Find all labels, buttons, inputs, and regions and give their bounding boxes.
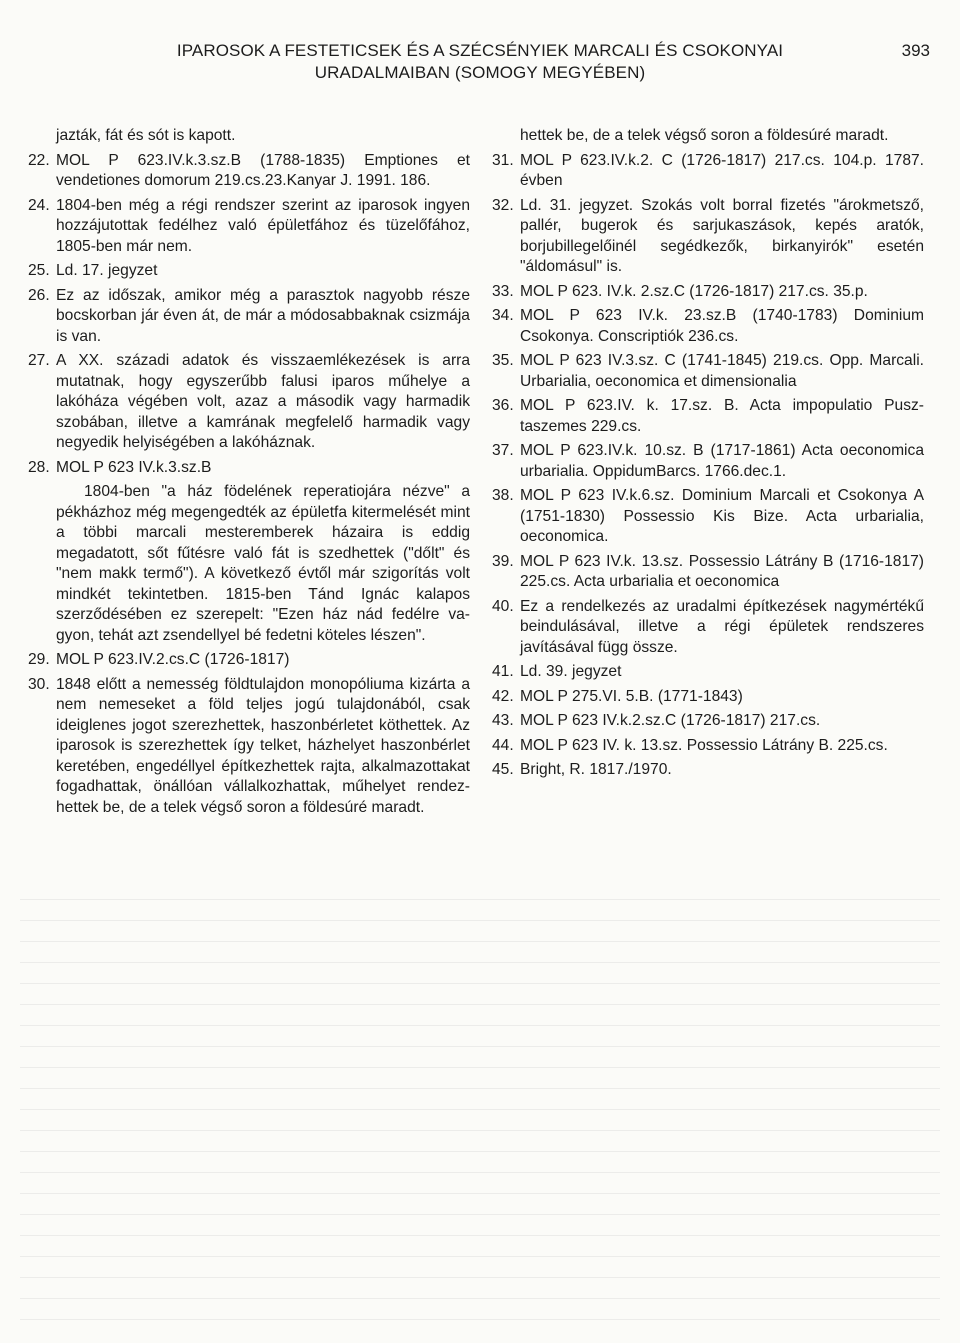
footnote-number: 31.	[492, 151, 514, 169]
running-head-line-2: URADALMAIBAN (SOMOGY MEGYÉBEN)	[314, 63, 646, 82]
running-head	[130, 40, 830, 84]
footnote-number: 28.	[28, 458, 50, 476]
footnote-text: MOL P 623.IV. k. 17.sz. B. Acta impopulatio Pusztaszemes 229.cs.	[520, 397, 924, 435]
footnote-text: Ld. 39. jegyzet	[520, 663, 622, 680]
footnote-34	[492, 306, 924, 347]
footnote-number: 27.	[28, 352, 50, 369]
footnote-42	[492, 687, 924, 708]
footnote-text: MOL P 623 IV.3.sz. C (1741-1845) 219.cs. Opp. Marcali. Urbarialia, oeconomica et dimensionalia	[520, 352, 924, 390]
footnote-number: 29.	[28, 651, 50, 668]
footnote-45	[492, 760, 924, 781]
footnote-text: MOL P 623.IV.2.cs.C (1726-1817)	[56, 651, 290, 668]
footnote-40	[492, 597, 924, 659]
left-continuation: jazták, fát és sót is kapott.	[56, 127, 236, 144]
footnote-number: 24.	[28, 196, 50, 214]
footnote-30	[28, 675, 470, 819]
footnote-number: 33.	[492, 282, 514, 300]
footnote-44	[492, 736, 924, 757]
footnote-text: Bright, R. 1817./1970.	[520, 761, 672, 778]
footnote-26	[28, 286, 470, 348]
footnote-text: A XX. századi adatok és visszaemlékezések is arra mutatnak, hogy egyszerűbb falusi iparos műhelye a lakóháza végében volt, azaz a második vagy harmadik szobában, illetve a kamrának megfelelő harmadik vagy negyedik helyiségében a lakóháznak.	[56, 352, 470, 451]
page-number: 393	[901, 41, 930, 60]
footnote-29	[28, 650, 470, 671]
footnote-number: 40.	[492, 597, 514, 615]
footnote-number: 37.	[492, 442, 514, 459]
footnote-text: MOL P 623 IV.k.3.sz.B	[56, 458, 212, 476]
footnote-text: MOL P 623.IV.k. 10.sz. B (1717-1861) Acta oeconomica urbarialia. OppidumBarcs. 1766.dec.1.	[520, 442, 924, 480]
footnote-number: 25.	[28, 262, 50, 279]
footnote-number: 39.	[492, 552, 514, 570]
footnote-36	[492, 396, 924, 437]
footnote-28	[28, 458, 470, 479]
footnote-text: MOL P 623 IV.k.2.sz.C (1726-1817) 217.cs.	[520, 712, 821, 729]
right-column	[492, 126, 924, 785]
footnote-number: 34.	[492, 307, 514, 324]
footnote-text: 1804-ben még a régi rendszer szerint az iparosok ingyen hozzájutottak fedélhez való épületfához és tüzelőfához, 1805-ben már nem.	[56, 196, 470, 255]
footnote-number: 45.	[492, 761, 514, 778]
footnote-number: 42.	[492, 687, 514, 705]
footnote-number: 35.	[492, 352, 514, 369]
footnote-text: Ez a rendelkezés az uradalmi építkezések nagymértékű beindulásával, illetve a régi épületek rendszeres javításával függ össze.	[520, 597, 924, 656]
footnote-22	[28, 151, 470, 192]
footnote-number: 44.	[492, 736, 514, 754]
footnote-text: Ld. 17. jegyzet	[56, 262, 158, 279]
footnote-text: MOL P 623. IV.k. 2.sz.C (1726-1817) 217.cs. 35.p.	[520, 282, 868, 300]
footnote-text: MOL P 623 IV.k. 13.sz. Possessio Látrány B (1716-1817) 225.cs. Acta urbarialia et oeconomica	[520, 552, 924, 590]
footnote-text: MOL P 623 IV. k. 13.sz. Possessio Látrány B. 225.cs.	[520, 736, 888, 754]
footnote-31	[492, 151, 924, 192]
footnote-text: MOL P 623 IV.k.6.sz. Dominium Marcali et Csokonya A (1751-1830) Possessio Kis Bize. Acta urbarialia, oeconomica.	[520, 487, 924, 545]
footnote-number: 38.	[492, 487, 514, 504]
footnote-43	[492, 711, 924, 732]
footnote-32	[492, 196, 924, 278]
footnote-number: 41.	[492, 663, 514, 680]
left-column	[28, 126, 470, 822]
running-head-line-1: IPAROSOK A FESTETICSEK ÉS A SZÉCSÉNYIEK MARCALI ÉS CSOKONYAI	[176, 41, 784, 60]
footnote-number: 30.	[28, 675, 50, 693]
footnote-number: 26.	[28, 286, 50, 304]
footnote-number: 32.	[492, 196, 514, 214]
footnote-text: Ez az időszak, amikor még a parasztok nagyobb része bocskorban jár éven át, de már a módosabbaknak csizmája is van.	[56, 286, 470, 345]
footnote-text: MOL P 275.VI. 5.B. (1771-1843)	[520, 687, 743, 705]
footnote-text: MOL P 623.IV.k.2. C (1726-1817) 217.cs. 104.p. 1787. évben	[520, 151, 924, 189]
footnote-38	[492, 486, 924, 548]
footnote-text: MOL P 623 IV.k. 23.sz.B (1740-1783) Dominium Csokonya. Conscriptiók 236.cs.	[520, 307, 924, 345]
footnote-number: 36.	[492, 397, 514, 414]
footnote-39	[492, 552, 924, 593]
footnote-25	[28, 261, 470, 282]
footnote-37	[492, 441, 924, 482]
show-through-texture	[20, 880, 940, 1320]
footnote-27	[28, 351, 470, 454]
footnote-41	[492, 662, 924, 683]
footnote-text: MOL P 623.IV.k.3.sz.B (1788-1835) Emptiones et vendetiones domorum 219.cs.23.Kanyar J. 1991. 186.	[56, 151, 470, 189]
footnote-24	[28, 196, 470, 258]
right-continuation: hettek be, de a telek végső soron a földesúré maradt.	[520, 127, 889, 144]
footnote-number: 22.	[28, 151, 50, 169]
footnote-33	[492, 282, 924, 303]
footnote-text: 1848 előtt a nemesség földtulajdon monopóliuma kizárta a nem nemeseket a föld teljes jogú tulajdonából, csak ideiglenes jogot szerezhettek, haszonbérletet köthettek. Az iparosok is szerezhettek így telket, házhelyet haszonbérlet keretében, engedéllyel építkezhettek rajta, alkalmazottakat fogadhattak, önállóan vállalkozhattak, műhelyet rendezhettek be, de a telek végső soron a földesúré maradt.	[56, 675, 470, 816]
footnote-28-body: 1804-ben "a ház födelének reperatiojára nézve" a pékházhoz még megengedték az épületfa kitermelését mint a többi marcali mesteremberek házaira is eddig megadatott, sőt fűtésre való fát is szedhettek ("dőlt" és "nem makk termő"). A következő évtől már szigorítás volt mindkét tekintetben. 1815-ben Tánd Ignác kalapos szerződésében ez szerepelt: "Ezen ház nád fedélre vagyon, tehát azt zsendellyel bé fedetni köteles lészen".	[56, 483, 470, 644]
footnote-35	[492, 351, 924, 392]
footnote-text: Ld. 31. jegyzet. Szokás volt borral fizetés "árokmetsző, pallér, bugerok és sarjukaszások, kepés aratók, borjubillegelőinél segédkezők, birkanyirók" esetén "áldomásul" is.	[520, 196, 924, 275]
footnote-number: 43.	[492, 712, 514, 729]
